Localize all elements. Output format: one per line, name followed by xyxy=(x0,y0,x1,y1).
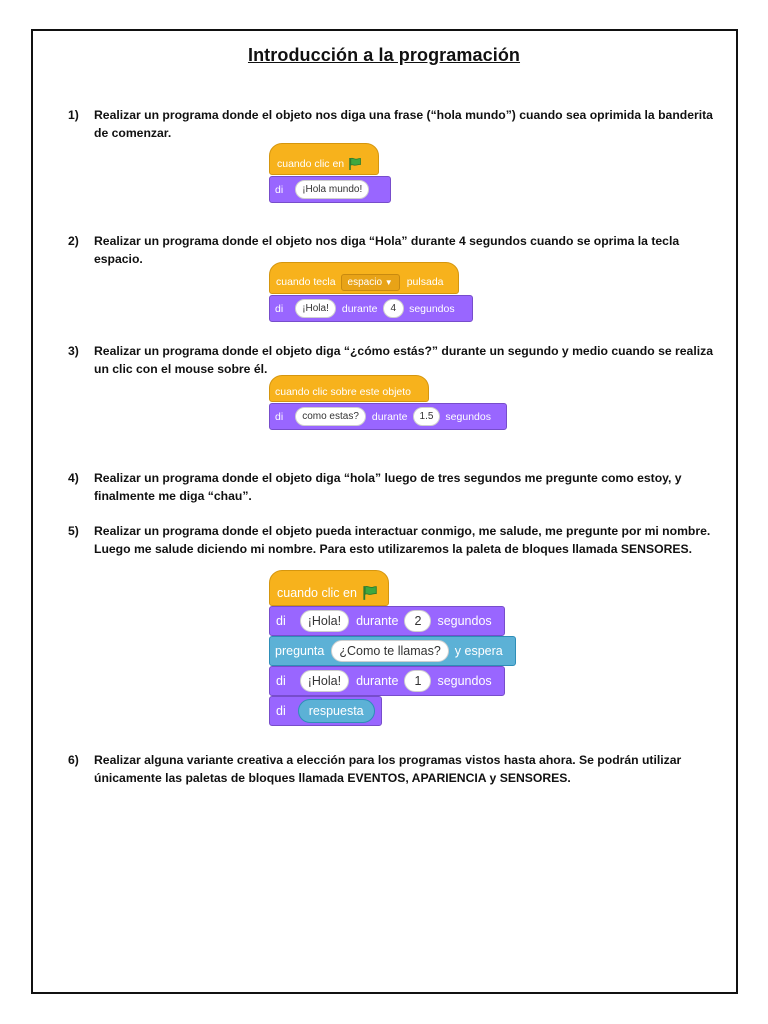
block-label: di xyxy=(276,614,286,628)
exercise-text: Realizar un programa donde el objeto diga “hola” luego de tres segundos me pregunte como estoy, y finalmente me diga “chau”. xyxy=(94,471,682,503)
say-for-secs-block[interactable] xyxy=(269,403,507,430)
exercise-number: 2) xyxy=(68,234,79,248)
block-label: segundos xyxy=(437,674,492,688)
block-label: segundos xyxy=(409,302,455,315)
green-flag-icon xyxy=(362,585,378,601)
block-label: y espera xyxy=(454,644,503,658)
script-1 xyxy=(269,143,391,203)
when-flag-clicked-block[interactable] xyxy=(269,570,389,606)
script-5 xyxy=(269,570,516,726)
block-label: di xyxy=(275,183,284,196)
exercise-text: Realizar un programa donde el objeto nos diga “Hola” durante 4 segundos cuando se oprima la tecla espacio. xyxy=(94,234,680,266)
block-label: cuando tecla xyxy=(276,276,336,288)
block-label: pregunta xyxy=(275,644,325,658)
ask-text-input[interactable]: ¿Como te llamas? xyxy=(331,640,448,662)
block-label: cuando clic en xyxy=(277,158,345,170)
say-block[interactable] xyxy=(269,176,391,203)
when-flag-clicked-block[interactable] xyxy=(269,143,379,175)
exercise-number: 3) xyxy=(68,344,79,358)
say-for-secs-block[interactable] xyxy=(269,295,473,322)
exercise-text: Realizar alguna variante creativa a elección para los programas vistos hasta ahora. Se podrán utilizar únicamente las paletas de bloques llamada EVENTOS, APARIENCIA y SENSORES. xyxy=(94,753,682,785)
exercise-text: Realizar un programa donde el objeto nos diga una frase (“hola mundo”) cuando sea oprimida la banderita de comenzar. xyxy=(94,108,713,140)
key-dropdown[interactable] xyxy=(341,274,400,291)
block-label: durante xyxy=(371,410,408,423)
say-text-input[interactable]: ¡Hola! xyxy=(300,610,349,632)
block-label: durante xyxy=(356,674,399,688)
exercise-number: 4) xyxy=(68,471,79,485)
block-label: pulsada xyxy=(406,276,444,288)
exercise-number: 1) xyxy=(68,108,79,122)
block-label: cuando clic sobre este objeto xyxy=(275,385,412,398)
exercise-text: Realizar un programa donde el objeto diga “¿cómo estás?” durante un segundo y medio cuando se realiza un clic con el mouse sobre él. xyxy=(94,344,713,376)
say-text-input[interactable]: ¡Hola! xyxy=(300,670,349,692)
say-text-input[interactable]: ¡Hola! xyxy=(295,299,336,318)
when-sprite-clicked-block[interactable] xyxy=(269,375,429,402)
say-for-secs-block[interactable] xyxy=(269,666,505,696)
block-label: durante xyxy=(356,614,399,628)
say-text-input[interactable]: como estas? xyxy=(295,407,366,426)
seconds-input[interactable]: 1 xyxy=(404,670,431,692)
block-label: di xyxy=(275,410,284,423)
say-block[interactable] xyxy=(269,696,382,726)
say-for-secs-block[interactable] xyxy=(269,606,505,636)
seconds-input[interactable]: 4 xyxy=(383,299,405,318)
block-label: di xyxy=(276,674,286,688)
exercise-number: 5) xyxy=(68,524,79,538)
block-label: segundos xyxy=(445,410,491,423)
key-dropdown-value: espacio xyxy=(347,276,383,288)
block-label: durante xyxy=(341,302,378,315)
answer-reporter[interactable]: respuesta xyxy=(298,699,375,723)
block-label: di xyxy=(275,302,284,315)
block-label: cuando clic en xyxy=(277,586,357,600)
script-3 xyxy=(269,375,507,430)
script-2 xyxy=(269,262,473,322)
ask-and-wait-block[interactable] xyxy=(269,636,516,666)
say-text-input[interactable]: ¡Hola mundo! xyxy=(295,180,369,199)
dropdown-arrow-icon: ▼ xyxy=(384,277,393,287)
when-key-pressed-block[interactable] xyxy=(269,262,459,294)
block-label: di xyxy=(276,704,286,718)
exercise-text: Realizar un programa donde el objeto pueda interactuar conmigo, me salude, me pregunte por mi nombre. Luego me salude diciendo mi nombre. Para esto utilizaremos la paleta de bloques llamada SENSORES. xyxy=(94,524,711,556)
page-title: Introducción a la programación xyxy=(247,45,521,65)
green-flag-icon xyxy=(348,157,362,171)
seconds-input[interactable]: 2 xyxy=(404,610,431,632)
exercise-number: 6) xyxy=(68,753,79,767)
seconds-input[interactable]: 1.5 xyxy=(413,407,441,426)
block-label: segundos xyxy=(437,614,492,628)
